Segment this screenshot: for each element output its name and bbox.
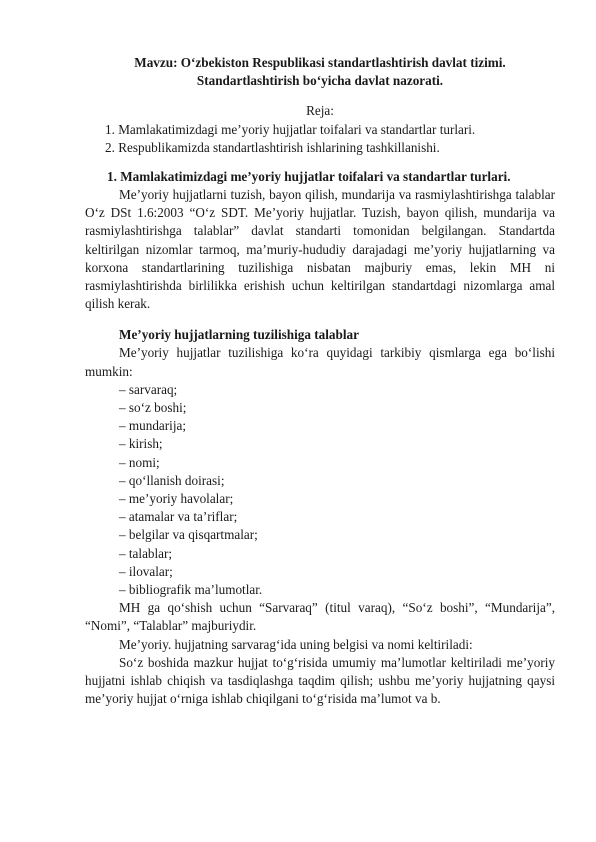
list-item: – belgilar va qisqartmalar;: [119, 527, 258, 543]
components-list: [85, 381, 555, 599]
plan-list: [85, 121, 555, 157]
list-item: – qo‘llanish doirasi;: [119, 472, 225, 488]
title-line-2: Standartlashtirish bo‘yicha davlat nazorati.: [196, 73, 444, 88]
list-item: – bibliografik ma’lumotlar.: [119, 582, 263, 598]
document-page: [85, 54, 555, 708]
foreword-paragraph: So‘z boshida mazkur hujjat to‘g‘risida umumiy ma’lumotlar keltiriladi me’yoriy hujjatni ishlab chiqish va tasdiqlashga taqdim qilish; ushbu me’yoriy hujjatning qaysi me’yoriy hujjat o‘rniga ishlab chiqilgani to‘g‘risida ma’lumot va b.: [85, 654, 555, 707]
list-item: – mundarija;: [119, 418, 187, 434]
plan-item: 2. Respublikamizda standartlashtirish ishlarining tashkillanishi.: [105, 140, 440, 155]
intro-paragraph: Me’yoriy hujjatlar tuzilishiga ko‘ra quyidagi tarkibiy qismlarga ega bo‘lishi mumkin:: [85, 345, 555, 379]
list-item: – sarvaraq;: [119, 381, 178, 397]
list-item: – talablar;: [119, 545, 173, 561]
plan-item: 1. Mamlakatimizdagi me’yoriy hujjatlar toifalari va standartlar turlari.: [105, 122, 476, 137]
section-heading: 1. Mamlakatimizdagi me’yoriy hujjatlar toifalari va standartlar turlari.: [107, 169, 511, 184]
list-item: – atamalar va ta’riflar;: [119, 509, 238, 525]
plan-heading: Reja:: [306, 103, 334, 118]
list-item: – nomi;: [119, 454, 160, 470]
list-item: – so‘z boshi;: [119, 400, 187, 416]
section-paragraph: Me’yoriy hujjatlarni tuzish, bayon qilish, mundarija va rasmiylashtirishga talablar O‘z DSt 1.6:2003 “O‘z SDT. Me’yoriy hujjatlar. Tuzish, bayon qilish, mundarija va rasmiylashtirishga talablar” davlat standarti tomonidan belgilangan. Standartda keltirilgan nizomlar tarmoq, ma’muriy-hududiy darajadagi me’yoriy hujjatlarning va korxona standartlarining tuzilishiga nisbatan majburiy emas, lekin MH ni rasmiylashtirishda birlilikka erishish uchun keltirilgan standartdagi nizomlarga amal qilish kerak.: [85, 187, 555, 312]
list-item: – ilovalar;: [119, 563, 173, 579]
list-item: – kirish;: [119, 436, 163, 452]
mandatory-paragraph: MH ga qo‘shish uchun “Sarvaraq” (titul varaq), “So‘z boshi”, “Mundarija”, “Nomi”, “Talablar” majburiydir.: [85, 600, 555, 634]
subsection-heading: Me’yoriy hujjatlarning tuzilishiga talablar: [119, 327, 359, 343]
document-title: [85, 54, 555, 90]
list-item: – me’yoriy havolalar;: [119, 491, 234, 507]
title-page-paragraph: Me’yoriy. hujjatning sarvarag‘ida uning belgisi va nomi keltiriladi:: [119, 636, 473, 652]
title-line-1: Mavzu: O‘zbekiston Respublikasi standartlashtirish davlat tizimi.: [134, 55, 506, 70]
